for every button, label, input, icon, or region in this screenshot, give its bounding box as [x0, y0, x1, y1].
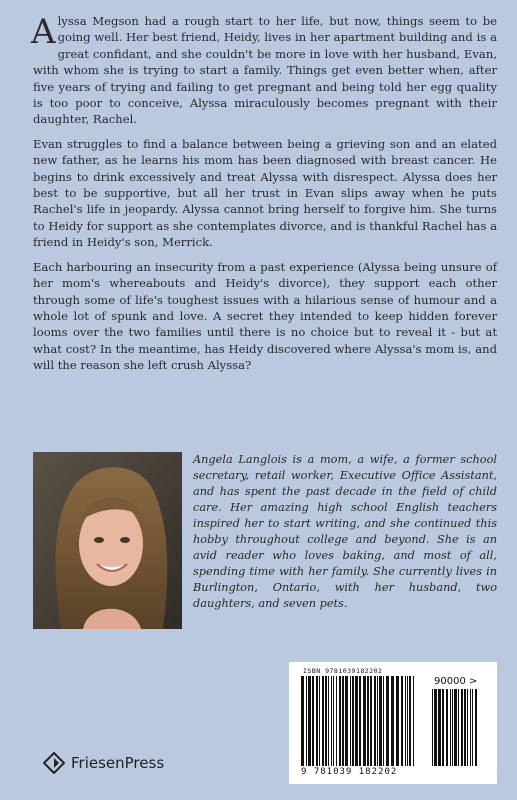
barcode-bar [461, 689, 463, 766]
barcode-bar [432, 689, 433, 766]
barcode-bar [322, 676, 324, 766]
barcode-bar [450, 689, 451, 766]
barcode-bar [405, 676, 406, 766]
author-photo [33, 452, 182, 629]
barcode-bar [383, 676, 384, 766]
price-code: 90000 > [434, 676, 478, 687]
barcode-bar [301, 676, 304, 766]
barcode-bar [367, 676, 369, 766]
author-photo-image [33, 452, 182, 629]
barcode-bar [363, 676, 366, 766]
blurb-paragraph-3: Each harbouring an insecurity from a past experience (Alyssa being unsure of her mom's whereabouts and Heidy's divorce), they support each other through some of life's toughest issues with a hilarious sense of humour and a whole lot of spunk and love. A secret they intended to keep hidden forever looms over the two families until there is no choice but to reveal it - but at what cost? In the meantime, has Heidy discovered where Alyssa's mom is, and will the reason she left crush Alyssa? [33, 259, 497, 373]
barcode-bar [374, 676, 376, 766]
barcode-bar [377, 676, 378, 766]
barcode-bar [359, 676, 361, 766]
barcode-bar [306, 676, 307, 766]
blurb-paragraph-1: Alyssa Megson had a rough start to her life, but now, things seem to be going well. Her best friend, Heidy, lives in her apartment building and is a great confidant, and she couldn't be more in love with her husband, Evan, with whom she is trying to start a family. Things get even better when, after five years of trying and failing to get pregnant and being told her egg quality is too poor to conceive, Alyssa miraculously becomes pregnant with their daughter, Rachel. [31, 12, 497, 127]
barcode-bar [396, 676, 399, 766]
barcode-bar [470, 689, 471, 766]
barcode-bar [355, 676, 358, 766]
barcode-bar [345, 676, 348, 766]
barcode-bar [434, 689, 437, 766]
barcode-bar [333, 676, 334, 766]
barcode-bar [464, 689, 466, 766]
isbn-label: ISBN 9781039182202 [303, 667, 383, 675]
barcode-bar [379, 676, 382, 766]
publisher-name: FriesenPress [71, 754, 165, 772]
isbn-barcode [289, 662, 497, 784]
barcode-bar [438, 689, 441, 766]
isbn-digits: 9 781039 182202 [301, 767, 398, 777]
barcode-bar [475, 689, 477, 766]
barcode-bars [301, 676, 417, 766]
barcode-bar [308, 676, 311, 766]
author-bio: Angela Langlois is a mom, a wife, a former school secretary, retail worker, Executive Office Assistant, and has spent the past decade in the field of child care. Her amazing high school English teachers inspired her to start writing, and she continued this hobby throughout college and beyond. She is an avid reader who loves baking, and most of all, spending time with her family. She currently lives in Burlington, Ontario, with her husband, two daughters, and seven pets. [193, 453, 497, 610]
book-blurb [33, 13, 497, 382]
barcode-bar [319, 676, 320, 766]
barcode-bar [467, 689, 468, 766]
barcode-bar [370, 676, 372, 766]
publisher-logo [43, 752, 164, 774]
barcode-bar [401, 676, 403, 766]
barcode-bar [472, 689, 473, 766]
barcode-bar [339, 676, 341, 766]
barcode-bar [452, 689, 453, 766]
barcode-bar [328, 676, 329, 766]
barcode-bar [454, 689, 457, 766]
barcode-bar [350, 676, 351, 766]
barcode-bar [386, 676, 389, 766]
barcode-bar [407, 676, 408, 766]
barcode-bar [342, 676, 344, 766]
barcode-bar [442, 689, 444, 766]
barcode-bar [312, 676, 314, 766]
price-barcode-bars [432, 689, 480, 766]
blurb-paragraph-2: Evan struggles to find a balance between being a grieving son and an elated new father, as he learns his mom has been diagnosed with breast cancer. He begins to drink excessively and treat Alyssa with disrespect. Alyssa does her best to be supportive, but all her trust in Evan slips away when he puts Rachel's life in jeopardy. Alyssa cannot bring herself to forgive him. She turns to Heidy for support as she contemplates divorce, and is thankful Rachel has a friend in Heidy's son, Merrick. [33, 136, 497, 250]
friesenpress-logo-icon [43, 752, 65, 774]
barcode-bar [458, 689, 459, 766]
barcode-bar [336, 676, 337, 766]
barcode-bar [325, 676, 327, 766]
barcode-bar [413, 676, 414, 766]
barcode-bar [316, 676, 318, 766]
barcode-bar [331, 676, 332, 766]
barcode-bar [391, 676, 394, 766]
barcode-bar [446, 689, 448, 766]
barcode-bar [352, 676, 354, 766]
barcode-bar [409, 676, 411, 766]
